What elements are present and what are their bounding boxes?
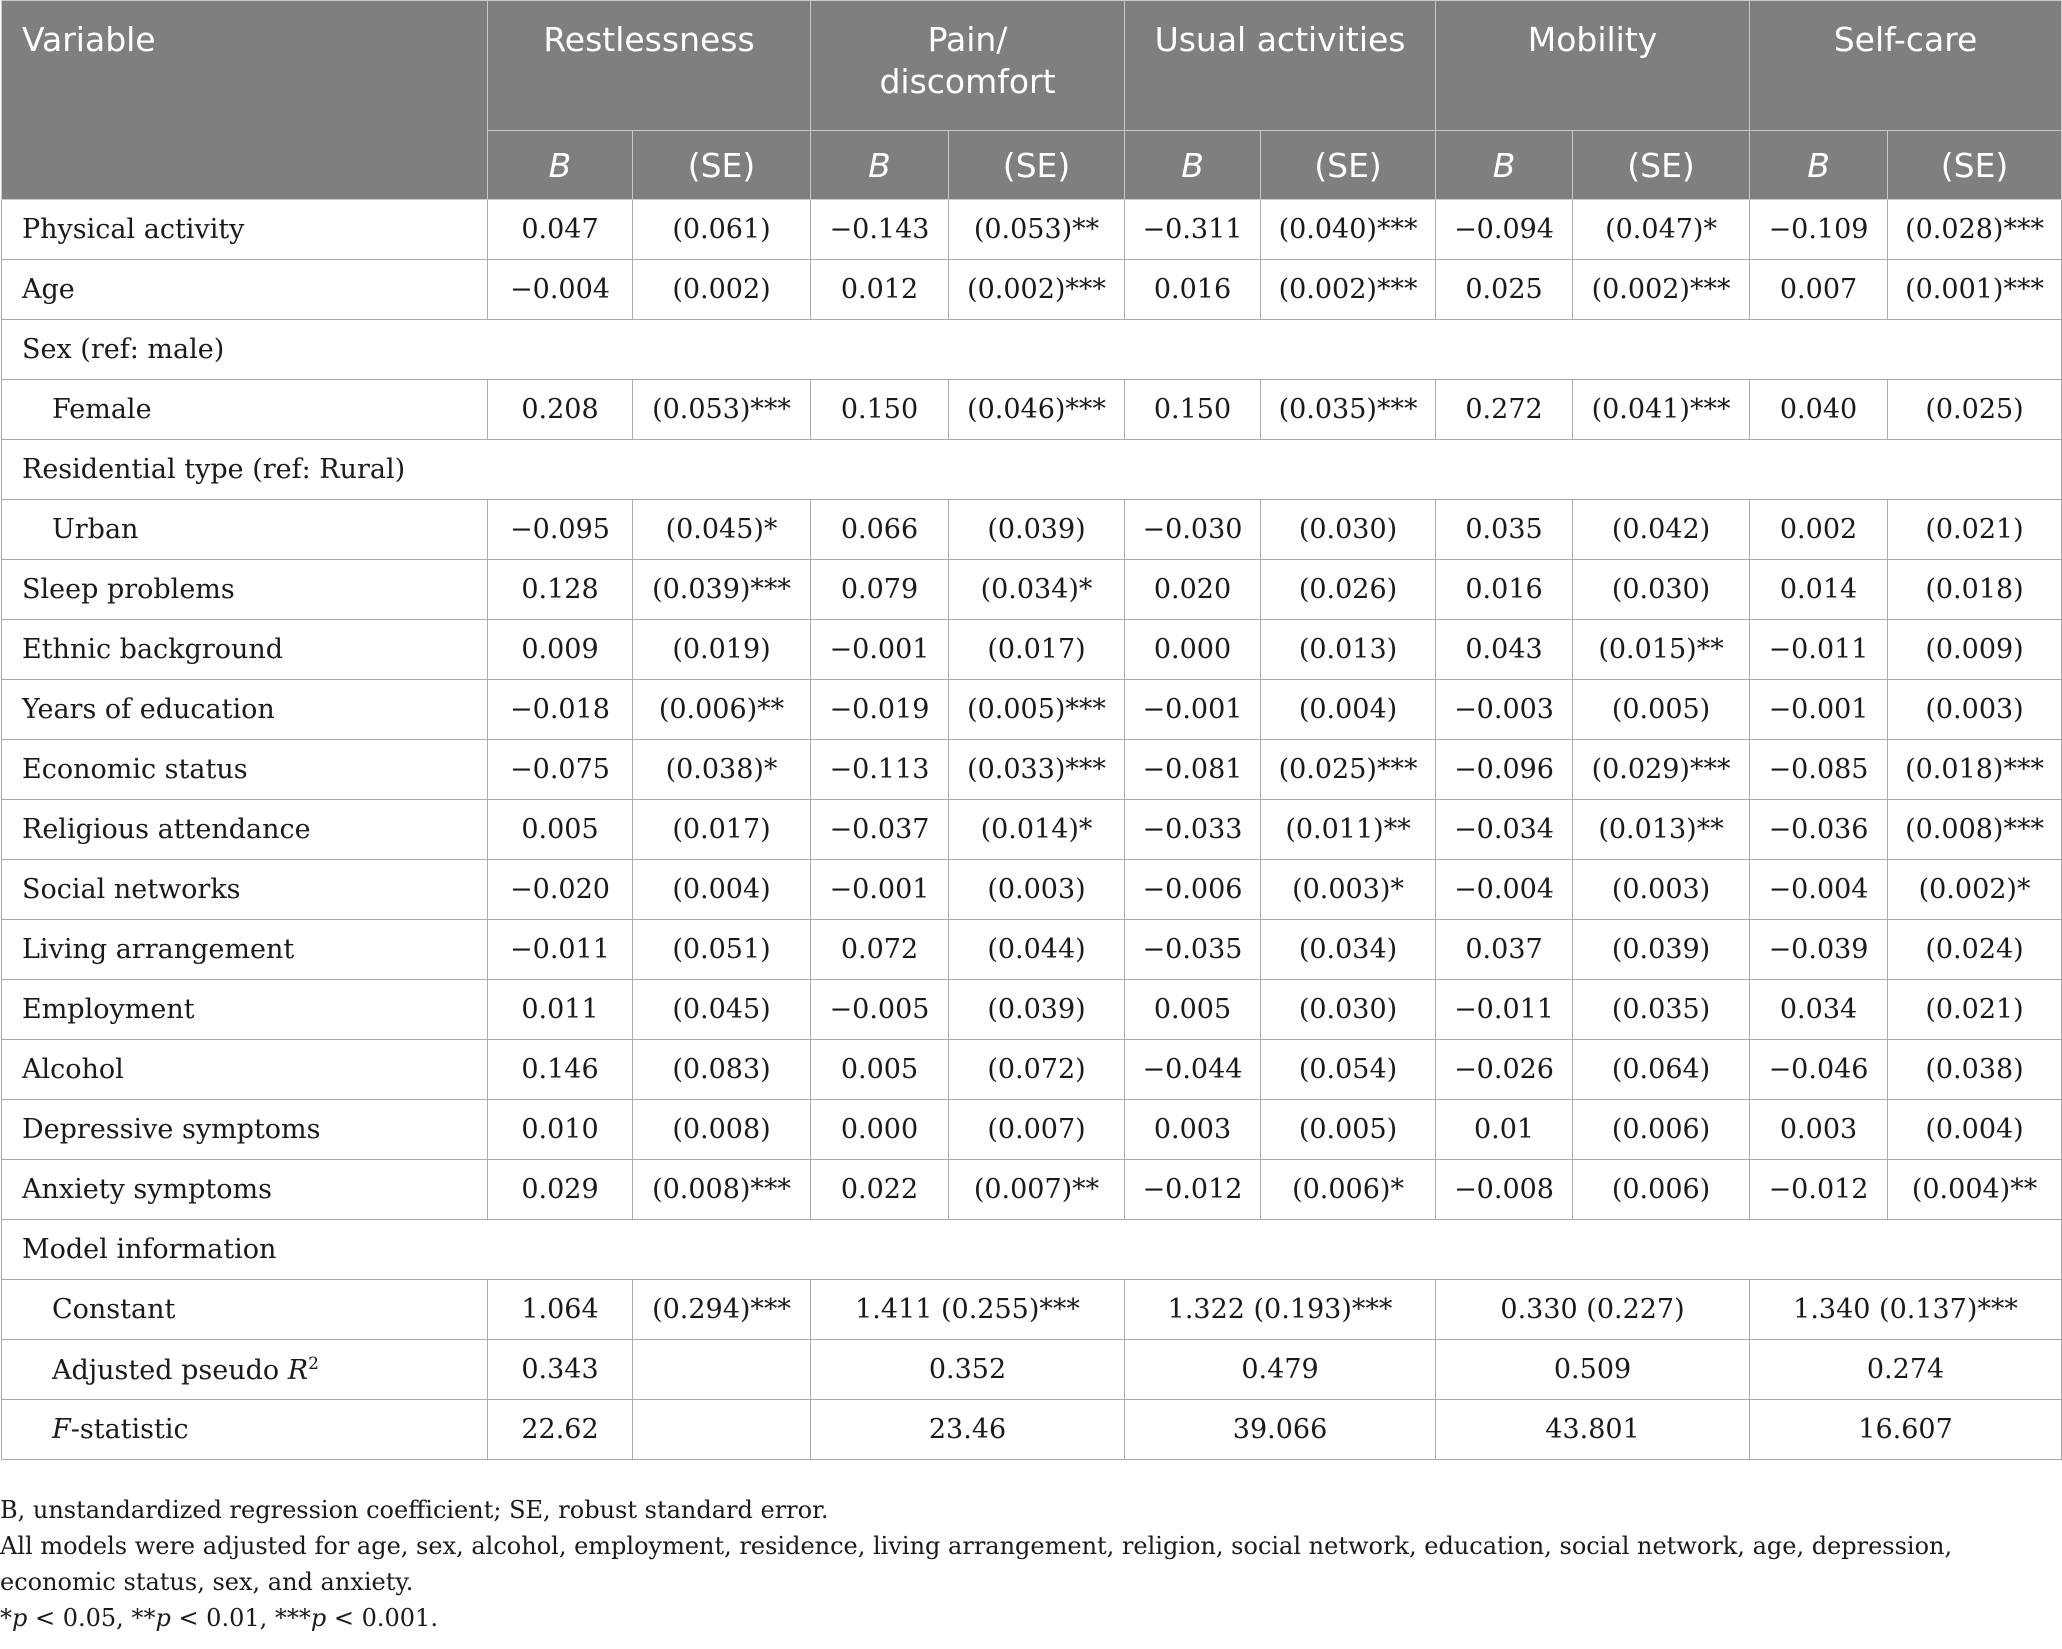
cell-self-care-b: 0.003: [1750, 1100, 1888, 1160]
row-label: Employment: [2, 980, 488, 1040]
cell-mobility-b: −0.011: [1436, 980, 1573, 1040]
table-row: [2, 680, 2062, 740]
cell-mobility-merged: 0.330 (0.227): [1436, 1280, 1750, 1340]
section-row: [2, 1220, 2062, 1280]
cell-pain-se: (0.072): [949, 1040, 1125, 1100]
cell-pain-b: 0.000: [811, 1100, 949, 1160]
cell-restlessness-se: (0.008): [633, 1100, 811, 1160]
cell-restlessness-se: (0.006)**: [633, 680, 811, 740]
cell-restlessness-se: (0.083): [633, 1040, 811, 1100]
cell-self-care-se: (0.002)*: [1888, 860, 2062, 920]
cell-restlessness-se: (0.045): [633, 980, 811, 1040]
cell-pain-b: −0.037: [811, 800, 949, 860]
row-label: F-statistic: [2, 1400, 488, 1460]
row-label: Living arrangement: [2, 920, 488, 980]
cell-restlessness-b: 0.343: [488, 1340, 633, 1400]
footnote-abbreviations: B, unstandardized regression coefficient; SE, robust standard error.: [0, 1496, 829, 1524]
cell-restlessness-se: (0.045)*: [633, 500, 811, 560]
subheader-b: B: [1125, 131, 1261, 200]
cell-self-care-se: (0.028)***: [1888, 200, 2062, 260]
cell-self-care-merged: 16.607: [1750, 1400, 2062, 1460]
cell-pain-se: (0.039): [949, 500, 1125, 560]
cell-restlessness-b: 0.047: [488, 200, 633, 260]
cell-self-care-se: (0.004)**: [1888, 1160, 2062, 1220]
cell-mobility-se: (0.006): [1573, 1100, 1750, 1160]
section-label: Model information: [2, 1220, 2062, 1280]
cell-usual-activities-se: (0.035)***: [1261, 380, 1436, 440]
cell-mobility-b: −0.003: [1436, 680, 1573, 740]
table-row-f-statistic: [2, 1400, 2062, 1460]
cell-mobility-b: 0.037: [1436, 920, 1573, 980]
subheader-se: (SE): [1573, 131, 1750, 200]
cell-usual-activities-b: −0.006: [1125, 860, 1261, 920]
cell-restlessness-b: 1.064: [488, 1280, 633, 1340]
cell-pain-se: (0.014)*: [949, 800, 1125, 860]
section-row: [2, 440, 2062, 500]
table-row-pseudo-r2: [2, 1340, 2062, 1400]
cell-mobility-se: (0.002)***: [1573, 260, 1750, 320]
cell-self-care-se: (0.024): [1888, 920, 2062, 980]
cell-pain-se: (0.002)***: [949, 260, 1125, 320]
column-header-pain-discomfort: Pain/ discomfort: [811, 1, 1125, 131]
cell-restlessness-b: 22.62: [488, 1400, 633, 1460]
cell-pain-b: −0.001: [811, 860, 949, 920]
cell-restlessness-se: (0.017): [633, 800, 811, 860]
subheader-b: B: [1436, 131, 1573, 200]
cell-restlessness-se: (0.039)***: [633, 560, 811, 620]
cell-self-care-b: −0.001: [1750, 680, 1888, 740]
cell-pain-b: 0.012: [811, 260, 949, 320]
table-row: [2, 800, 2062, 860]
cell-mobility-b: −0.034: [1436, 800, 1573, 860]
cell-self-care-b: −0.046: [1750, 1040, 1888, 1100]
cell-mobility-b: −0.096: [1436, 740, 1573, 800]
cell-mobility-b: −0.004: [1436, 860, 1573, 920]
row-label: Anxiety symptoms: [2, 1160, 488, 1220]
cell-mobility-se: (0.015)**: [1573, 620, 1750, 680]
cell-pain-se: (0.017): [949, 620, 1125, 680]
subheader-se: (SE): [1261, 131, 1436, 200]
cell-self-care-merged: 0.274: [1750, 1340, 2062, 1400]
cell-pain-se: (0.046)***: [949, 380, 1125, 440]
cell-pain-se: (0.053)**: [949, 200, 1125, 260]
table-footnotes: [0, 1492, 2040, 1636]
cell-pain-b: −0.019: [811, 680, 949, 740]
cell-usual-activities-se: (0.013): [1261, 620, 1436, 680]
cell-usual-activities-b: −0.033: [1125, 800, 1261, 860]
cell-mobility-se: (0.003): [1573, 860, 1750, 920]
cell-mobility-se: (0.039): [1573, 920, 1750, 980]
column-header-usual-activities: Usual activities: [1125, 1, 1436, 131]
cell-usual-activities-se: (0.006)*: [1261, 1160, 1436, 1220]
cell-usual-activities-merged: 39.066: [1125, 1400, 1436, 1460]
cell-restlessness-b: 0.208: [488, 380, 633, 440]
cell-self-care-b: 0.034: [1750, 980, 1888, 1040]
cell-pain-b: 0.072: [811, 920, 949, 980]
cell-usual-activities-b: −0.044: [1125, 1040, 1261, 1100]
subheader-b: B: [1750, 131, 1888, 200]
cell-usual-activities-se: (0.011)**: [1261, 800, 1436, 860]
cell-mobility-merged: 43.801: [1436, 1400, 1750, 1460]
subheader-se: (SE): [633, 131, 811, 200]
footnote-adjustment: All models were adjusted for age, sex, alcohol, employment, residence, living arrangement, religion, social network, education, social network, age, depression, economic status, sex, and anxiety.: [0, 1532, 1953, 1596]
cell-self-care-b: −0.011: [1750, 620, 1888, 680]
row-label: Sleep problems: [2, 560, 488, 620]
cell-self-care-b: −0.085: [1750, 740, 1888, 800]
cell-usual-activities-se: (0.003)*: [1261, 860, 1436, 920]
cell-mobility-b: 0.272: [1436, 380, 1573, 440]
cell-mobility-b: −0.026: [1436, 1040, 1573, 1100]
cell-self-care-se: (0.018)***: [1888, 740, 2062, 800]
cell-mobility-se: (0.064): [1573, 1040, 1750, 1100]
table-row: [2, 920, 2062, 980]
cell-pain-merged: 23.46: [811, 1400, 1125, 1460]
cell-pain-se: (0.044): [949, 920, 1125, 980]
table-row: [2, 380, 2062, 440]
cell-usual-activities-se: (0.025)***: [1261, 740, 1436, 800]
cell-mobility-b: 0.016: [1436, 560, 1573, 620]
cell-pain-b: −0.001: [811, 620, 949, 680]
cell-mobility-b: −0.094: [1436, 200, 1573, 260]
cell-pain-b: −0.143: [811, 200, 949, 260]
section-label: Residential type (ref: Rural): [2, 440, 2062, 500]
row-label: Economic status: [2, 740, 488, 800]
cell-pain-b: −0.113: [811, 740, 949, 800]
subheader-se: (SE): [1888, 131, 2062, 200]
table-row: [2, 1040, 2062, 1100]
cell-mobility-b: 0.035: [1436, 500, 1573, 560]
cell-restlessness-b: −0.018: [488, 680, 633, 740]
cell-restlessness-se: (0.053)***: [633, 380, 811, 440]
cell-usual-activities-merged: 1.322 (0.193)***: [1125, 1280, 1436, 1340]
cell-restlessness-se: (0.061): [633, 200, 811, 260]
cell-mobility-b: −0.008: [1436, 1160, 1573, 1220]
cell-self-care-se: (0.004): [1888, 1100, 2062, 1160]
cell-self-care-se: (0.025): [1888, 380, 2062, 440]
cell-pain-b: 0.079: [811, 560, 949, 620]
cell-usual-activities-se: (0.026): [1261, 560, 1436, 620]
cell-usual-activities-se: (0.002)***: [1261, 260, 1436, 320]
cell-pain-se: (0.033)***: [949, 740, 1125, 800]
row-label: Religious attendance: [2, 800, 488, 860]
cell-usual-activities-b: −0.012: [1125, 1160, 1261, 1220]
table-row: [2, 560, 2062, 620]
cell-mobility-se: (0.005): [1573, 680, 1750, 740]
cell-restlessness-se: (0.002): [633, 260, 811, 320]
cell-restlessness-b: 0.009: [488, 620, 633, 680]
column-header-restlessness: Restlessness: [488, 1, 811, 131]
row-label: Constant: [2, 1280, 488, 1340]
cell-restlessness-b: 0.128: [488, 560, 633, 620]
cell-pain-se: (0.007): [949, 1100, 1125, 1160]
table-row-constant: [2, 1280, 2062, 1340]
cell-mobility-b: 0.043: [1436, 620, 1573, 680]
cell-pain-se: (0.034)*: [949, 560, 1125, 620]
cell-pain-b: −0.005: [811, 980, 949, 1040]
cell-restlessness-se: (0.019): [633, 620, 811, 680]
cell-restlessness-b: −0.095: [488, 500, 633, 560]
cell-self-care-b: 0.014: [1750, 560, 1888, 620]
cell-restlessness-b: −0.011: [488, 920, 633, 980]
cell-pain-b: 0.150: [811, 380, 949, 440]
cell-usual-activities-b: −0.081: [1125, 740, 1261, 800]
cell-usual-activities-b: 0.020: [1125, 560, 1261, 620]
cell-pain-se: (0.003): [949, 860, 1125, 920]
cell-usual-activities-merged: 0.479: [1125, 1340, 1436, 1400]
subheader-se: (SE): [949, 131, 1125, 200]
cell-restlessness-se: (0.051): [633, 920, 811, 980]
cell-self-care-b: −0.109: [1750, 200, 1888, 260]
table-row: [2, 200, 2062, 260]
cell-usual-activities-se: (0.030): [1261, 500, 1436, 560]
cell-restlessness-b: −0.075: [488, 740, 633, 800]
cell-self-care-se: (0.038): [1888, 1040, 2062, 1100]
cell-pain-merged: 0.352: [811, 1340, 1125, 1400]
cell-mobility-se: (0.030): [1573, 560, 1750, 620]
cell-usual-activities-se: (0.030): [1261, 980, 1436, 1040]
cell-usual-activities-se: (0.054): [1261, 1040, 1436, 1100]
cell-self-care-b: 0.007: [1750, 260, 1888, 320]
cell-usual-activities-b: 0.016: [1125, 260, 1261, 320]
cell-restlessness-b: −0.020: [488, 860, 633, 920]
cell-mobility-b: 0.025: [1436, 260, 1573, 320]
cell-restlessness-b: 0.010: [488, 1100, 633, 1160]
table-row: [2, 500, 2062, 560]
cell-mobility-se: (0.006): [1573, 1160, 1750, 1220]
cell-self-care-b: −0.004: [1750, 860, 1888, 920]
cell-usual-activities-se: (0.004): [1261, 680, 1436, 740]
row-label: Physical activity: [2, 200, 488, 260]
row-label: Age: [2, 260, 488, 320]
cell-self-care-se: (0.018): [1888, 560, 2062, 620]
column-header-mobility: Mobility: [1436, 1, 1750, 131]
cell-mobility-se: (0.042): [1573, 500, 1750, 560]
cell-restlessness-b: 0.029: [488, 1160, 633, 1220]
cell-self-care-se: (0.001)***: [1888, 260, 2062, 320]
cell-pain-se: (0.007)**: [949, 1160, 1125, 1220]
cell-pain-b: 0.066: [811, 500, 949, 560]
row-label: Social networks: [2, 860, 488, 920]
cell-usual-activities-b: −0.311: [1125, 200, 1261, 260]
section-label: Sex (ref: male): [2, 320, 2062, 380]
table-row: [2, 1100, 2062, 1160]
subheader-b: B: [488, 131, 633, 200]
cell-mobility-se: (0.035): [1573, 980, 1750, 1040]
row-label: Ethnic background: [2, 620, 488, 680]
cell-pain-b: 0.022: [811, 1160, 949, 1220]
row-label: Depressive symptoms: [2, 1100, 488, 1160]
row-label: Female: [2, 380, 488, 440]
cell-restlessness-se: (0.038)*: [633, 740, 811, 800]
row-label: Alcohol: [2, 1040, 488, 1100]
cell-usual-activities-b: −0.030: [1125, 500, 1261, 560]
header-row-outcomes: [2, 1, 2062, 131]
cell-self-care-merged: 1.340 (0.137)***: [1750, 1280, 2062, 1340]
cell-self-care-b: −0.012: [1750, 1160, 1888, 1220]
table-row: [2, 620, 2062, 680]
cell-restlessness-b: 0.146: [488, 1040, 633, 1100]
section-row: [2, 320, 2062, 380]
regression-table: [1, 0, 2062, 1460]
cell-usual-activities-se: (0.040)***: [1261, 200, 1436, 260]
cell-mobility-se: (0.047)*: [1573, 200, 1750, 260]
cell-self-care-se: (0.009): [1888, 620, 2062, 680]
cell-pain-merged: 1.411 (0.255)***: [811, 1280, 1125, 1340]
cell-usual-activities-b: 0.000: [1125, 620, 1261, 680]
table-row: [2, 260, 2062, 320]
table-row: [2, 740, 2062, 800]
cell-self-care-b: 0.002: [1750, 500, 1888, 560]
cell-usual-activities-b: −0.001: [1125, 680, 1261, 740]
cell-restlessness-se: (0.008)***: [633, 1160, 811, 1220]
cell-pain-se: (0.039): [949, 980, 1125, 1040]
cell-restlessness-b: 0.005: [488, 800, 633, 860]
column-header-self-care: Self-care: [1750, 1, 2062, 131]
cell-restlessness-se-empty: [633, 1340, 811, 1400]
cell-self-care-b: 0.040: [1750, 380, 1888, 440]
cell-usual-activities-b: −0.035: [1125, 920, 1261, 980]
table-row: [2, 1160, 2062, 1220]
footnote-significance: *p < 0.05, **p < 0.01, ***p < 0.001.: [0, 1604, 438, 1632]
cell-usual-activities-se: (0.005): [1261, 1100, 1436, 1160]
cell-self-care-se: (0.008)***: [1888, 800, 2062, 860]
cell-self-care-b: −0.039: [1750, 920, 1888, 980]
cell-usual-activities-b: 0.003: [1125, 1100, 1261, 1160]
cell-self-care-se: (0.021): [1888, 500, 2062, 560]
cell-restlessness-se: (0.294)***: [633, 1280, 811, 1340]
cell-restlessness-se-empty: [633, 1400, 811, 1460]
cell-mobility-se: (0.013)**: [1573, 800, 1750, 860]
row-label: Years of education: [2, 680, 488, 740]
cell-pain-b: 0.005: [811, 1040, 949, 1100]
cell-self-care-se: (0.021): [1888, 980, 2062, 1040]
column-header-variable: Variable: [2, 1, 488, 200]
cell-pain-se: (0.005)***: [949, 680, 1125, 740]
cell-usual-activities-se: (0.034): [1261, 920, 1436, 980]
cell-mobility-b: 0.01: [1436, 1100, 1573, 1160]
cell-mobility-se: (0.041)***: [1573, 380, 1750, 440]
cell-mobility-se: (0.029)***: [1573, 740, 1750, 800]
cell-restlessness-b: −0.004: [488, 260, 633, 320]
cell-mobility-merged: 0.509: [1436, 1340, 1750, 1400]
row-label: Adjusted pseudo $R^2$: [2, 1340, 488, 1400]
cell-restlessness-se: (0.004): [633, 860, 811, 920]
table-row: [2, 980, 2062, 1040]
cell-restlessness-b: 0.011: [488, 980, 633, 1040]
cell-self-care-b: −0.036: [1750, 800, 1888, 860]
cell-usual-activities-b: 0.005: [1125, 980, 1261, 1040]
row-label: Urban: [2, 500, 488, 560]
cell-usual-activities-b: 0.150: [1125, 380, 1261, 440]
table-row: [2, 860, 2062, 920]
subheader-b: B: [811, 131, 949, 200]
cell-self-care-se: (0.003): [1888, 680, 2062, 740]
